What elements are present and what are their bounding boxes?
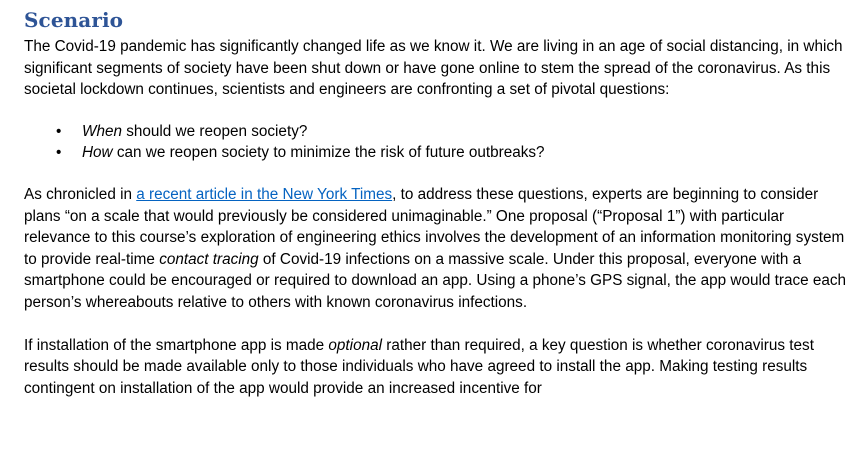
list-item bbox=[24, 142, 854, 164]
emphasis-text: How bbox=[82, 144, 113, 162]
emphasis-text: optional bbox=[328, 336, 383, 354]
paragraph-text: If installation of the smartphone app is made bbox=[24, 336, 329, 354]
list-item bbox=[24, 121, 854, 143]
list-item-text: should we reopen society? bbox=[121, 122, 308, 140]
nyt-article-link[interactable]: a recent article in the New York Times bbox=[136, 185, 393, 203]
app-paragraph bbox=[24, 335, 854, 400]
article-paragraph bbox=[24, 184, 854, 314]
emphasis-text: contact tracing bbox=[159, 250, 259, 268]
list-item-text: can we reopen society to minimize the risk of future outbreaks? bbox=[112, 144, 545, 162]
emphasis-text: When bbox=[82, 122, 122, 140]
question-list bbox=[24, 121, 854, 164]
paragraph-text: As chronicled in bbox=[24, 185, 137, 203]
bullet-icon: • bbox=[56, 122, 62, 140]
intro-paragraph: The Covid-19 pandemic has significantly changed life as we know it. We are living in an age of social distancing, in which significant segments of society have been shut down or have gone online to stem the spread of the coronavirus. As this societal lockdown continues, scientists and engineers are confronting a set of pivotal questions: bbox=[24, 38, 843, 99]
bullet-icon: • bbox=[56, 144, 62, 162]
paragraph-text: of Covid-19 infections on a massive scale. Under this proposal, everyone with a smartphone could be encouraged or required to download an app. Using a phone’s GPS signal, the app would trace each person’s whereabouts relative to others with known coronavirus infections. bbox=[24, 250, 847, 311]
document-body bbox=[24, 6, 854, 399]
section-heading: Scenario bbox=[24, 8, 124, 32]
paragraph-text: , to address these questions, experts are beginning to consider plans “on a scale that would previously be considered unimaginable.” One proposal (“Proposal 1”) with particular relevance to this course’s exploration of engineering ethics involves the development of an information monitoring system to provide real-time bbox=[24, 185, 845, 268]
paragraph-text: rather than required, a key question is whether coronavirus test results should be made available only to those individuals who have agreed to install the app. Making testing results contingent on installation of the app would provide an increased incentive for bbox=[24, 336, 814, 397]
